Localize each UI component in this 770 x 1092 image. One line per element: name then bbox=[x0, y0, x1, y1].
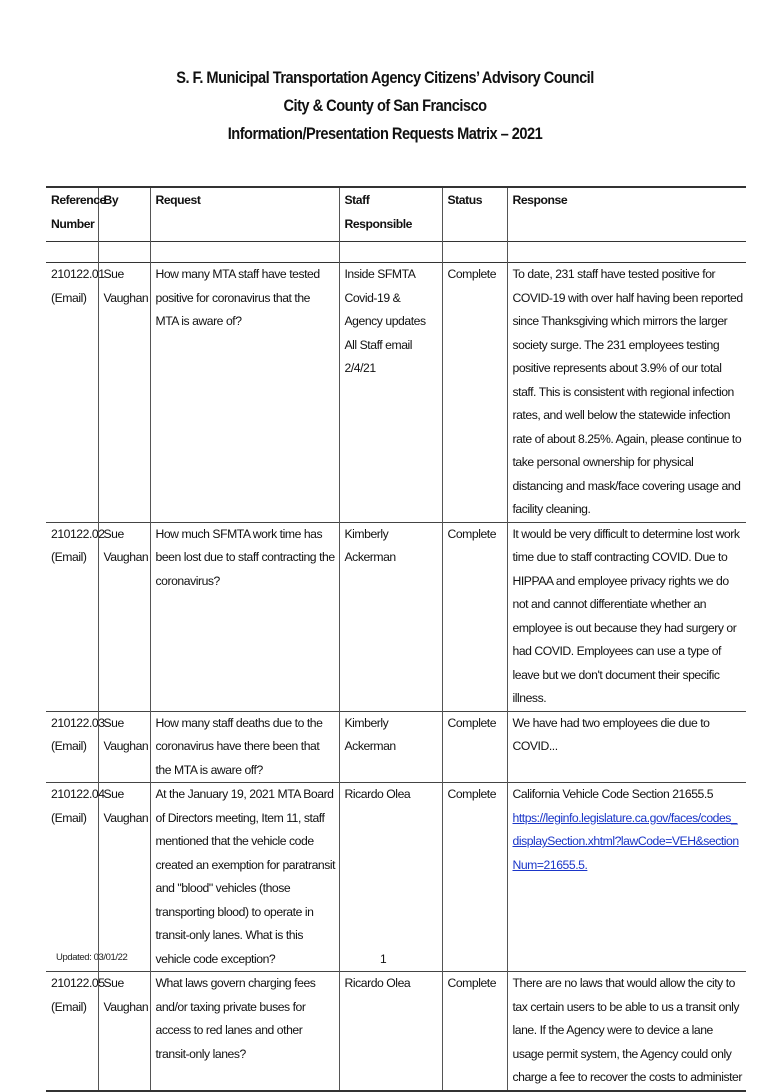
column-header-response: Response bbox=[507, 187, 746, 242]
by-cell: Sue Vaughan bbox=[98, 263, 150, 523]
staff-cell: Kimberly Ackerman bbox=[339, 522, 442, 711]
request-cell: How many staff deaths due to the coronavirus have there been that the MTA is aware off? bbox=[150, 711, 339, 783]
table-spacer-row bbox=[46, 242, 746, 263]
response-cell: There are no laws that would allow the city to tax certain users to be able to us a transit only lane. If the Agency were to device a lane usage permit system, the Agency could only charge a fee to recover the costs to administer bbox=[507, 972, 746, 1091]
by-cell: Sue Vaughan bbox=[98, 972, 150, 1091]
column-header-by: By bbox=[98, 187, 150, 242]
response-cell: To date, 231 staff have tested positive for COVID-19 with over half having been reported since Thanksgiving which mirrors the larger society surge. The 231 employees testing positive represents about 3.9% of our total staff. This is consistent with regional infection rates, and well below the statewide infection rate of about 8.25%. Again, please continue to take personal ownership for physical distancing and mask/face covering usage and facility cleaning. bbox=[507, 263, 746, 523]
reference-cell: 210122.01 (Email) bbox=[46, 263, 98, 523]
reference-cell: 210122.03 (Email) bbox=[46, 711, 98, 783]
table-row bbox=[46, 711, 746, 783]
column-header-staff: Staff Responsible bbox=[339, 187, 442, 242]
table-row bbox=[46, 972, 746, 1091]
reference-cell: 210122.02 (Email) bbox=[46, 522, 98, 711]
matrix-title: Information/Presentation Requests Matrix – 2021 bbox=[227, 124, 543, 143]
by-cell: Sue Vaughan bbox=[98, 522, 150, 711]
status-cell: Complete bbox=[442, 263, 507, 523]
column-header-request: Request bbox=[150, 187, 339, 242]
status-cell: Complete bbox=[442, 522, 507, 711]
page-number: 1 bbox=[380, 952, 387, 966]
table-header-row bbox=[46, 187, 746, 242]
request-cell: At the January 19, 2021 MTA Board of Directors meeting, Item 11, staff mentioned that the vehicle code created an exemption for paratransit and "blood" vehicles (those transporting blood) to operate in transit-only lanes. What is this vehicle code exception? bbox=[150, 783, 339, 972]
by-cell: Sue Vaughan bbox=[98, 711, 150, 783]
reference-cell: 210122.05 (Email) bbox=[46, 972, 98, 1091]
request-cell: What laws govern charging fees and/or taxing private buses for access to red lanes and other transit-only lanes? bbox=[150, 972, 339, 1091]
table-row bbox=[46, 522, 746, 711]
status-cell: Complete bbox=[442, 972, 507, 1091]
column-header-status: Status bbox=[442, 187, 507, 242]
city-county-title: City & County of San Francisco bbox=[283, 96, 487, 115]
updated-date: Updated: 03/01/22 bbox=[56, 952, 128, 963]
table-row bbox=[46, 263, 746, 523]
request-cell: How many MTA staff have tested positive for coronavirus that the MTA is aware of? bbox=[150, 263, 339, 523]
by-cell: Sue Vaughan bbox=[98, 783, 150, 972]
staff-cell: Inside SFMTA Covid-19 & Agency updates All Staff email 2/4/21 bbox=[339, 263, 442, 523]
status-cell: Complete bbox=[442, 783, 507, 972]
vehicle-code-link[interactable]: https://leginfo.legislature.ca.gov/faces/codes_displaySection.xhtml?lawCode=VEH&sectionNum=21655.5. bbox=[512, 810, 739, 872]
response-text: California Vehicle Code Section 21655.5 bbox=[512, 787, 714, 801]
table-row bbox=[46, 783, 746, 972]
council-title: S. F. Municipal Transportation Agency Citizens’ Advisory Council bbox=[176, 68, 594, 87]
staff-cell: Ricardo Olea bbox=[339, 972, 442, 1091]
request-cell: How much SFMTA work time has been lost due to staff contracting the coronavirus? bbox=[150, 522, 339, 711]
staff-cell: Kimberly Ackerman bbox=[339, 711, 442, 783]
staff-cell: Ricardo Olea bbox=[339, 783, 442, 972]
response-cell: It would be very difficult to determine lost work time due to staff contracting COVID. Due to HIPPAA and employee privacy rights we do not and cannot differentiate whether an employee is out because they had surgery or had COVID. Employees can use a type of leave but we don't document their specific illness. bbox=[507, 522, 746, 711]
document-header bbox=[54, 64, 716, 148]
column-header-reference: Reference Number bbox=[46, 187, 98, 242]
response-cell bbox=[507, 783, 746, 972]
response-cell: We have had two employees die due to COVID... bbox=[507, 711, 746, 783]
status-cell: Complete bbox=[442, 711, 507, 783]
requests-matrix-table bbox=[46, 186, 746, 1092]
reference-cell: 210122.04 (Email) bbox=[46, 783, 98, 972]
